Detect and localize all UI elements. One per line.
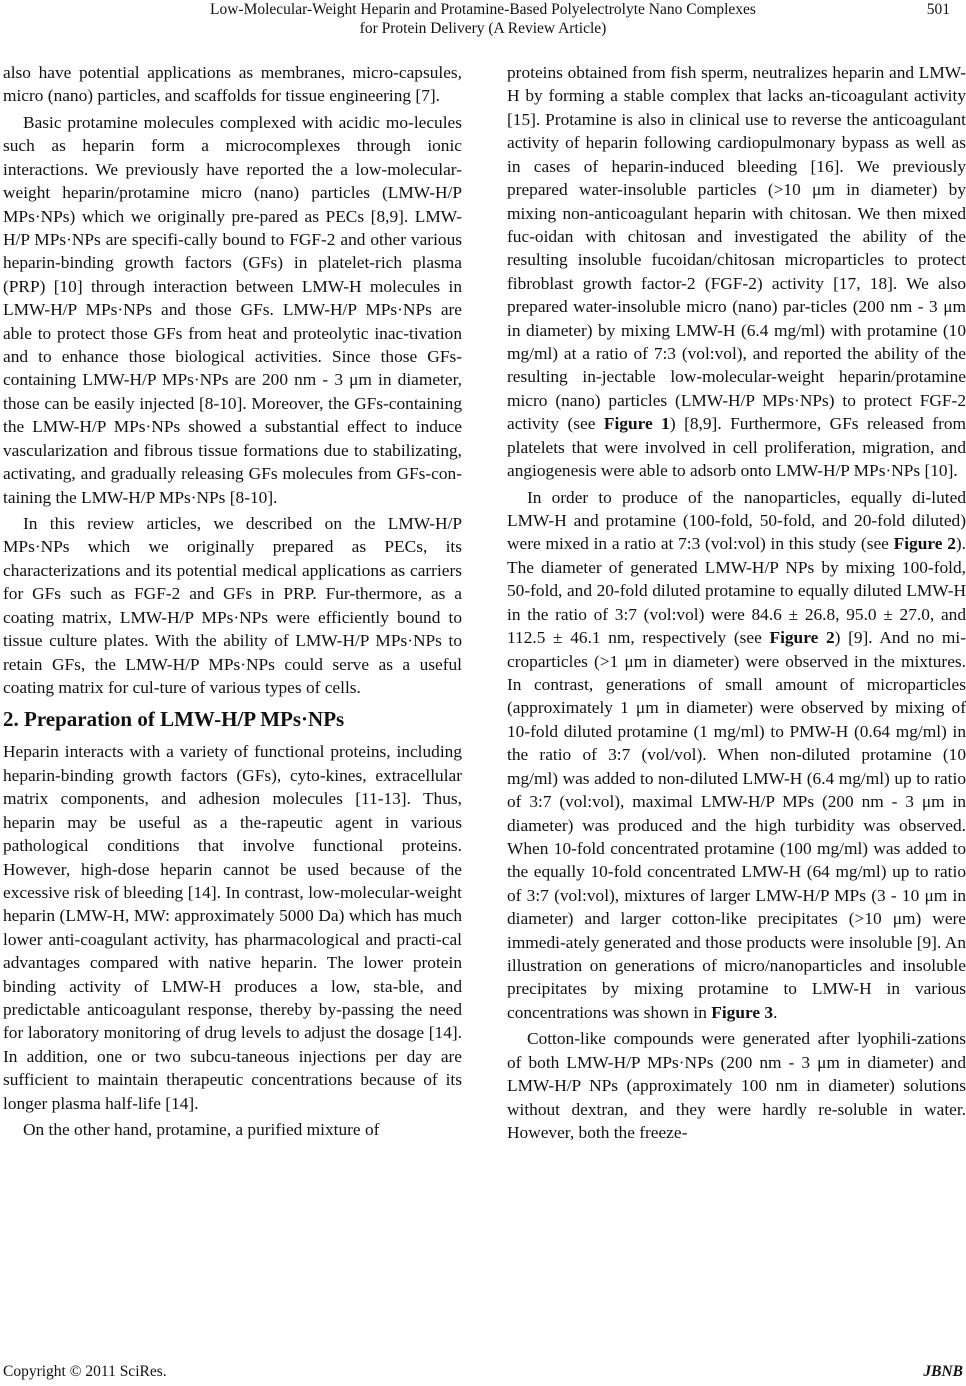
running-title-line-1: Low-Molecular-Weight Heparin and Protamine-Based Polyelectrolyte Nano Complexes — [210, 1, 756, 18]
text-run: ) [8,9]. Furthermore, GFs released from platelets that were involved in cell proliferation, migration, and angiogenesis were able to adsorb onto LMW-H/P MPs·NPs [10]. — [507, 414, 966, 481]
text-run: ). The diameter of generated LMW-H/P NPs by mixing 100-fold, 50-fold, and 20-fold diluted protamine to equally diluted LMW-H in the ratio of 3:7 (vol:vol) were 84.6 ± 26.8, 95.0 ± 27.0, and 112.5 ± 46.1 nm, respectively (see — [507, 534, 966, 648]
page-number: 501 — [926, 1, 950, 18]
text-run: proteins obtained from fish sperm, neutralizes heparin and LMW-H by forming a stable complex that lacks an-ticoagulant activity [15]. Protamine is also in clinical use to reverse the anticoagulant activity of heparin following cardiopulmonary bypass as well as in cases of heparin-induced bleeding [16]. We previously prepared water-insoluble particles (>10 μm in diameter) by mixing non-anticoagulant heparin with chitosan. We then mixed fuc-oidan with chitosan and investigated the ability of the resulting insoluble fucoidan/chitosan microparticles to protect fibroblast growth factor-2 (FGF-2) activity [17, 18]. We also prepared water-insoluble micro (nano) par-ticles (200 nm - 3 μm in diameter) by mixing LMW-H (6.4 mg/ml) with protamine (10 mg/ml) at a ratio of 7:3 (vol:vol), and reported the ability of the resulting in-jectable low-molecular-weight heparin/protamine micro (nano) particles (LMW-H/P MPs·NPs) to protect FGF-2 activity (see — [507, 63, 966, 434]
paragraph: In this review articles, we described on the LMW-H/P MPs·NPs which we originally prepared as PECs, its characterizations and its potential medical applications as carriers for GFs such as FGF-2 and GFs in PRP. Fur-thermore, as a coating matrix, LMW-H/P MPs·NPs were efficiently bound to tissue culture plates. With the ability of LMW-H/P MPs·NPs to retain GFs, the LMW-H/P MPs·NPs could serve as a useful coating matrix for cul-ture of various types of cells. — [3, 514, 462, 697]
paragraph: On the other hand, protamine, a purified mixture of — [23, 1120, 380, 1140]
paragraph: Heparin interacts with a variety of functional proteins, including heparin-binding growth factors (GFs), cyto-kines, extracellular matrix components, and adhesion molecules [11-13]. Thus, heparin may be useful as a the-rapeutic agent in various pathological conditions that involve functional proteins. However, high-dose heparin cannot be used because of the excessive risk of bleeding [14]. In contrast, low-molecular-weight heparin (LMW-H, MW: approximately 5000 Da) which has much lower anti-coagulant activity, has pharmacological and practi-cal advantages compared with native heparin. The lower protein binding activity of LMW-H produces a low, sta-ble, and predictable anticoagulant response, thereby by-passing the need for laboratory monitoring of drug levels to adjust the dosage [14]. In addition, one or two subcu-taneous injections per day are sufficient to maintain therapeutic concentrations because of its longer plasma half-life [14]. — [3, 742, 462, 1113]
figure-reference: Figure 1 — [603, 414, 670, 434]
section-heading: 2. Preparation of LMW-H/P MPs·NPs — [3, 707, 345, 732]
page-footer — [0, 1362, 966, 1386]
running-title-line-2: for Protein Delivery (A Review Article) — [359, 20, 607, 37]
paragraph: Cotton-like compounds were generated after lyophili-zations of both LMW-H/P MPs·NPs (200 nm - 3 μm in diameter) and LMW-H/P NPs (approximately 100 nm in diameter) solutions without dextran, and they were hardly re-soluble in water. However, both the freeze- — [507, 1029, 966, 1142]
paragraph — [507, 61, 966, 483]
figure-reference: Figure 3 — [711, 1002, 774, 1022]
paragraph: Basic protamine molecules complexed with acidic mo-lecules such as heparin form a microcomplexes through ionic interactions. We previously have reported the a low-molecular-weight heparin/protamine micro (nano) particles (LMW-H/P MPs·NPs) which we originally pre-pared as PECs [8,9]. LMW-H/P MPs·NPs are specifi-cally bound to FGF-2 and other various heparin-binding growth factors (GFs) in platelet-rich plasma (PRP) [10] through interaction between LMW-H molecules in LMW-H/P MPs·NPs and those GFs. LMW-H/P MPs·NPs are able to protect those GFs from heat and proteolytic inac-tivation and to enhance those biological activities. Since those GFs-containing LMW-H/P MPs·NPs are 200 nm - 3 μm in diameter, those can be easily injected [8-10]. Moreover, the GFs-containing the LMW-H/P MPs·NPs showed a substantial effect to induce vascularization and fibrous tissue formations due to stabilizating, activating, and gradually releasing GFs molecules from GFs-con-taining the LMW-H/P MPs·NPs [8-10]. — [3, 112, 462, 507]
journal-name: JBNB — [923, 1363, 963, 1380]
copyright-notice: Copyright © 2011 SciRes. — [3, 1363, 167, 1380]
left-column — [3, 61, 462, 1142]
text-run: . — [773, 1002, 778, 1022]
text-run: In order to produce of the nanoparticles, equally di-luted LMW-H and protamine (100-fold, 50-fold, and 20-fold diluted) were mixed in a ratio at 7:3 (vol:vol) in this study (see — [507, 487, 966, 554]
right-column — [507, 61, 966, 1144]
running-header — [0, 0, 966, 46]
figure-reference: Figure 2 — [769, 628, 835, 648]
figure-reference: Figure 2 — [893, 534, 956, 554]
paragraph — [507, 486, 966, 1025]
paragraph: also have potential applications as membranes, micro-capsules, micro (nano) particles, and scaffolds for tissue engineering [7]. — [3, 63, 462, 106]
text-run: ) [9]. And no mi-croparticles (>1 μm in diameter) were observed in the mixtures. In contrast, generations of small amount of microparticles (approximately 1 μm in diameter) were observed by mixing of 10-fold diluted protamine (1 mg/ml) to PMW-H (0.64 mg/ml) in the ratio of 3:7 (vol/vol). When non-diluted protamine (10 mg/ml) was added to non-diluted LMW-H (6.4 mg/ml) up to ratio of 3:7 (vol:vol), maximal LMW-H/P MPs (200 nm - 3 μm in diameter) was produced and the high turbidity was observed. When 10-fold concentrated protamine (100 mg/ml) was added to the equally 10-fold concentrated LMW-H (64 mg/ml) up to ratio of 3:7 (vol:vol), mixtures of larger LMW-H/P MPs (3 - 10 μm in diameter) and larger cotton-like precipitates (>10 μm) were immedi-ately generated and those products were insoluble [9]. An illustration on generations of micro/nanoparticles and insoluble precipitates by mixing protamine to LMW-H in various concentrations was shown in — [507, 628, 966, 1022]
